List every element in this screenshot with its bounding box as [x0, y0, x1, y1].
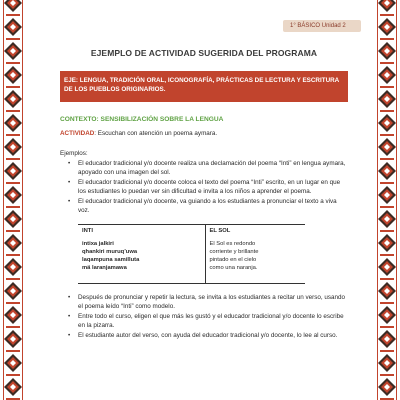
decorative-border-right: [374, 0, 400, 400]
poem-spanish-cell: [205, 225, 305, 284]
list-item: [64, 197, 348, 215]
border-motif: [4, 186, 22, 208]
contexto-heading: CONTEXTO: SENSIBILIZACIÓN SOBRE LA LENGUA: [60, 116, 224, 123]
border-motif: [4, 114, 22, 136]
poem-line: qhankiri muruq’uwa: [82, 249, 138, 256]
poem-aymara-title: INTI: [82, 228, 93, 235]
bullet-icon: •: [68, 294, 71, 302]
border-motif: [378, 258, 396, 280]
poem-table: [78, 224, 305, 284]
page-title: EJEMPLO DE ACTIVIDAD SUGERIDA DEL PROGRAMA: [90, 48, 318, 58]
list-item-text: El estudiante autor del verso, con ayuda del educador tradicional y/o docente, lo lee al curso.: [78, 332, 338, 340]
document-page: [60, 48, 348, 341]
border-motif: [378, 186, 396, 208]
decorative-border-left: [0, 0, 26, 400]
bullet-icon: •: [68, 178, 71, 186]
border-motif: [4, 0, 22, 16]
ejemplos-label: Ejemplos:: [60, 150, 88, 157]
border-motif: [4, 354, 22, 376]
list-item: [64, 293, 348, 311]
poem-spanish-title: EL SOL: [209, 228, 231, 235]
poem-line: laqampuna samilluta: [82, 256, 140, 263]
border-motif: [4, 306, 22, 328]
poem-aymara-cell: [78, 225, 205, 284]
list-item-text: Entre todo el curso, eligen el que más les gustó y el educador tradicional y/o docente lo escribe en la pizarra.: [78, 313, 344, 330]
border-motif: [378, 378, 396, 400]
bullet-icon: •: [68, 160, 71, 167]
border-motif: [378, 66, 396, 88]
border-motif: [378, 162, 396, 184]
border-motif: [378, 306, 396, 328]
poem-line: intixa jalkiri: [82, 241, 114, 248]
poem-line: mä laranjamawa: [82, 264, 127, 271]
bullet-icon: •: [68, 332, 71, 340]
examples-list: [64, 159, 348, 215]
border-motif: [378, 138, 396, 160]
border-motif: [4, 234, 22, 256]
border-pattern: [374, 0, 400, 400]
border-motif: [4, 18, 22, 40]
border-motif: [4, 378, 22, 400]
list-item-text: El educador tradicional y/o docente realiza una declamación del poema “Inti” en lengua aymara, apoyado con una imagen del sol.: [78, 160, 346, 177]
border-motif: [378, 114, 396, 136]
list-item: [64, 178, 348, 196]
eje-banner: EJE: LENGUA, TRADICIÓN ORAL, ICONOGRAFÍA, PRÁCTICAS DE LECTURA Y ESCRITURA DE LOS PUEBLOS ORIGINARIOS.: [60, 71, 348, 102]
poem-line: pintado en el cielo: [209, 256, 257, 263]
border-motif: [378, 0, 396, 16]
actividad-label: ACTIVIDAD: [60, 130, 95, 137]
border-motif: [4, 258, 22, 280]
border-motif: [378, 354, 396, 376]
border-motif: [4, 330, 22, 352]
border-motif: [378, 18, 396, 40]
list-item: [64, 331, 348, 340]
border-motif: [4, 42, 22, 64]
bullet-icon: •: [68, 197, 71, 205]
border-motif: [4, 162, 22, 184]
border-motif: [4, 138, 22, 160]
border-motif: [378, 210, 396, 232]
bullet-icon: •: [68, 313, 71, 321]
grade-unit-tab: 1° BÁSICO Unidad 2: [283, 20, 361, 32]
followup-list: [64, 293, 348, 340]
list-item: [64, 312, 348, 330]
poem-line: corriente y brillante: [209, 249, 259, 256]
border-motif: [4, 66, 22, 88]
border-motif: [378, 90, 396, 112]
border-motif: [378, 330, 396, 352]
border-motif: [4, 210, 22, 232]
border-motif: [378, 282, 396, 304]
poem-line: El Sol es redondo: [209, 241, 256, 248]
list-item-text: El educador tradicional y/o docente, va guiando a los estudiantes a pronunciar el texto a viva voz.: [78, 197, 337, 215]
actividad-line: [60, 130, 348, 137]
poem-line: como una naranja.: [209, 264, 258, 271]
list-item-text: Después de pronunciar y repetir la lectura, se invita a los estudiantes a recitar un verso, usando el poema leído “Inti” como modelo.: [78, 294, 346, 311]
list-item-text: El educador tradicional y/o docente coloca el texto del poema “Inti” escrito, en un lugar en que los estudiantes lo puedan ver sin dificultad e invita a los niños a aprender el poema.: [78, 178, 341, 196]
border-motif: [378, 234, 396, 256]
border-motif: [4, 90, 22, 112]
list-item: [64, 159, 348, 177]
actividad-text: : Escuchan con atención un poema aymara.: [94, 130, 218, 137]
border-pattern: [0, 0, 26, 400]
border-motif: [4, 282, 22, 304]
border-motif: [378, 42, 396, 64]
